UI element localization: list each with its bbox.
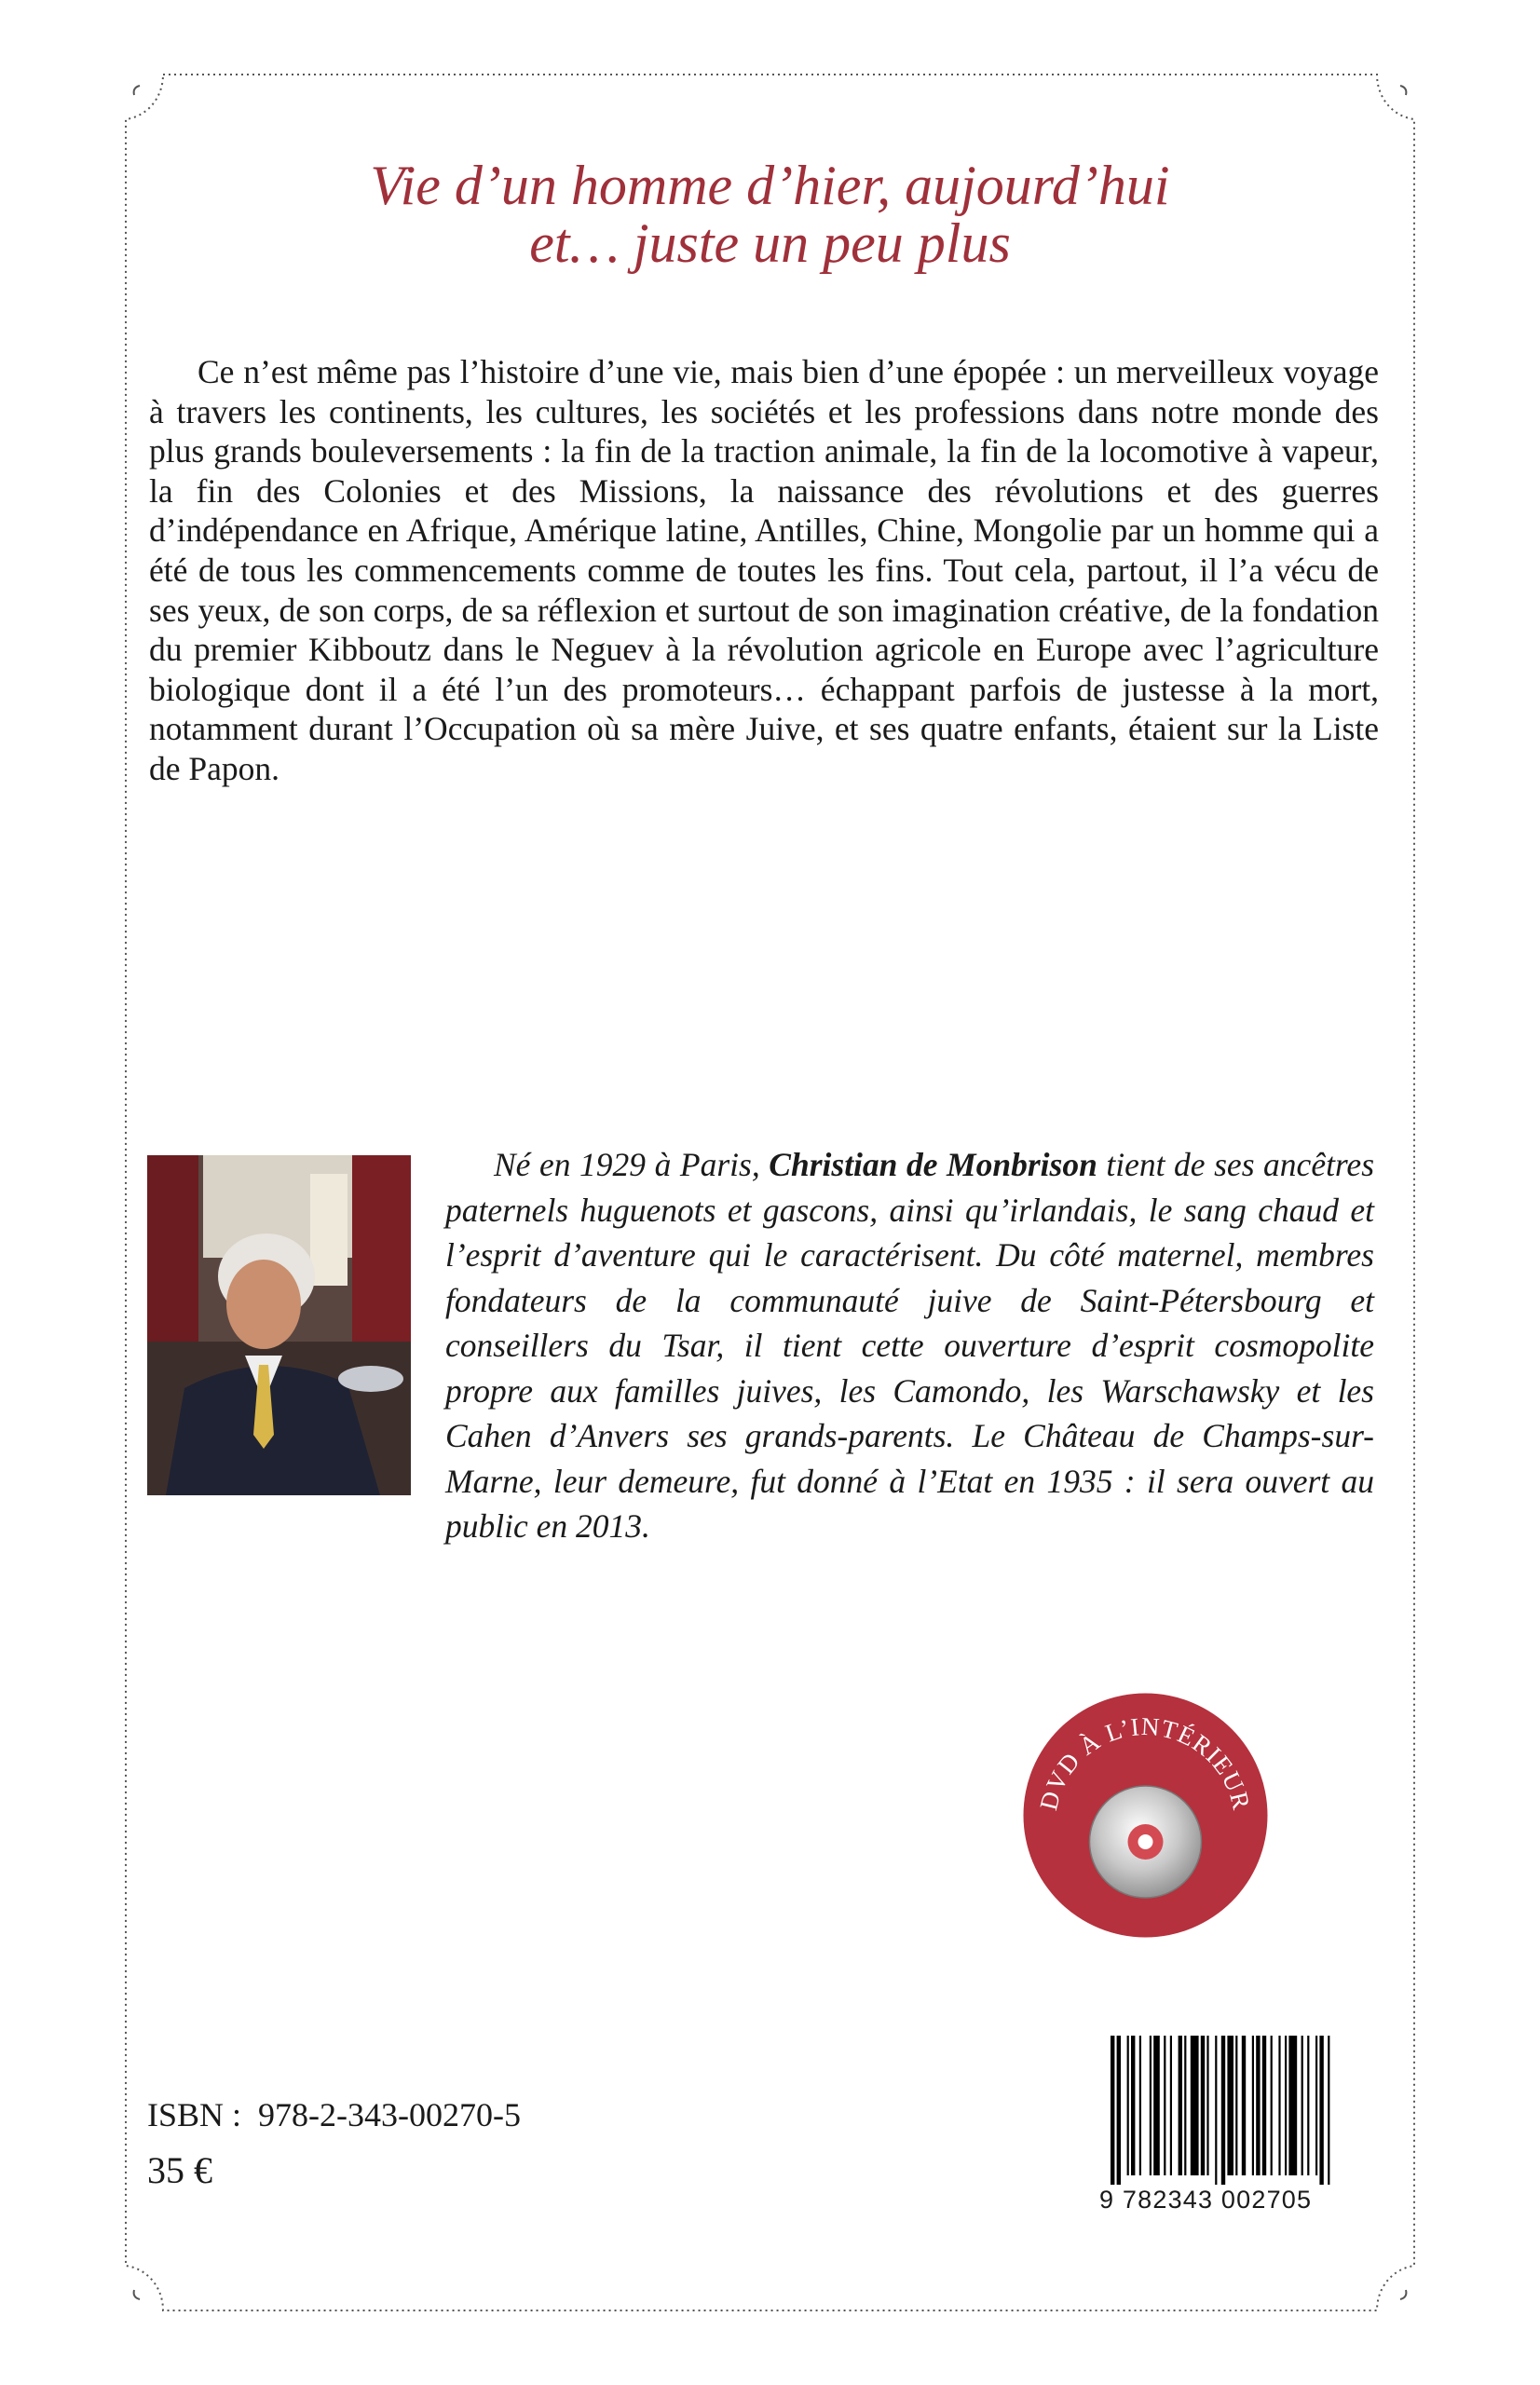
barcode-digits: 9 782343 002705 [1099, 2186, 1313, 2214]
barcode-bar [1215, 2036, 1217, 2185]
barcode-bar [1278, 2036, 1280, 2175]
barcode-bar [1191, 2036, 1199, 2175]
author-name: Christian de Monbrison [769, 1146, 1097, 1183]
barcode-bar [1315, 2036, 1317, 2175]
barcode-bar [1117, 2036, 1121, 2185]
dvd-badge [1023, 1693, 1268, 1938]
barcode-bar [1153, 2036, 1160, 2175]
dvd-disc-icon [1090, 1786, 1202, 1898]
barcode-bar [1302, 2036, 1303, 2175]
author-biography [445, 1142, 1374, 1549]
barcode-bar [1262, 2036, 1266, 2175]
barcode-bar [1206, 2036, 1208, 2175]
price: 35 € [147, 2149, 212, 2191]
title-line-1: Vie d’un homme d’hier, aujourd’hui [370, 155, 1170, 216]
back-cover-blurb: Ce n’est même pas l’histoire d’une vie, mais bien d’une épopée : un merveilleux voyage à travers les continents, les cultures, les sociétés et les professions dans notre monde des plus grands bouleversements : la fin de la traction animale, la fin de la locomotive à vapeur, la fin des Colonies et des Missions, la naissance des révolutions et des guerres d’indépendance en Afrique, Amérique latine, Antilles, Chine, Mongolie par un homme qui a été de tous les commencements comme de toutes les fins. Tout cela, partout, il l’a vécu de ses yeux, de son corps, de sa réflexion et surtout de son imagination créative, de la fondation du premier Kibboutz dans le Neguev à la révolution agricole en Europe avec l’agriculture biologique dont il a été l’un des promoteurs… échappant parfois de justesse à la mort, notamment durant l’Occupation où sa mère Juive, et ses quatre enfants, étaient sur la Liste de Papon. [149, 353, 1379, 787]
barcode-bars [1099, 2036, 1379, 2185]
barcode-bar [1256, 2036, 1260, 2175]
barcode-bar [1252, 2036, 1254, 2175]
barcode-bar [1179, 2036, 1182, 2175]
barcode-bar [1285, 2036, 1287, 2175]
isbn: ISBN : 978-2-343-00270-5 [147, 2096, 521, 2133]
barcode-bar [1328, 2036, 1329, 2185]
dvd-badge-text: DVD À L’INTÉRIEUR [1034, 1711, 1256, 1813]
barcode-bar [1111, 2036, 1114, 2185]
barcode-bar [1227, 2036, 1233, 2175]
barcode-bar [1271, 2036, 1273, 2175]
barcode-bar [1184, 2036, 1186, 2175]
barcode-bar [1164, 2036, 1165, 2175]
book-title [168, 157, 1372, 272]
barcode-bar [1242, 2036, 1246, 2175]
barcode-bar [1288, 2036, 1297, 2175]
author-photo [147, 1155, 411, 1495]
barcode-bar [1127, 2036, 1129, 2175]
barcode-bar [1235, 2036, 1237, 2175]
bio-text: tient de ses ancêtres paternels huguenots et gascons, ainsi qu’irlandais, le sang chaud et l’esprit d’aventure qui le caractérisent. Du côté maternel, membres fondateurs de la communauté juive de Saint-Pétersbourg et conseillers du Tsar, il tient cette ouverture d’esprit cosmopolite propre aux familles juives, les Camondo, les Warschawsky et les Cahen d’Anvers ses grands-parents. Le Château de Champs-sur-Marne, leur demeure, fut donné à l’Etat en 1935 : il sera ouvert au public en 2013. [445, 1146, 1375, 1545]
barcode-bar [1201, 2036, 1205, 2175]
barcode-bar [1131, 2036, 1135, 2175]
title-line-2: et… juste un peu plus [529, 212, 1011, 274]
barcode-bar [1221, 2036, 1225, 2185]
barcode-bar [1170, 2036, 1172, 2175]
barcode-bar [1319, 2036, 1323, 2185]
barcode-bar [1307, 2036, 1309, 2175]
barcode [1099, 2036, 1379, 2222]
bio-intro: Né en 1929 à Paris, [494, 1146, 770, 1183]
barcode-bar [1139, 2036, 1141, 2175]
barcode-bar [1150, 2036, 1152, 2175]
